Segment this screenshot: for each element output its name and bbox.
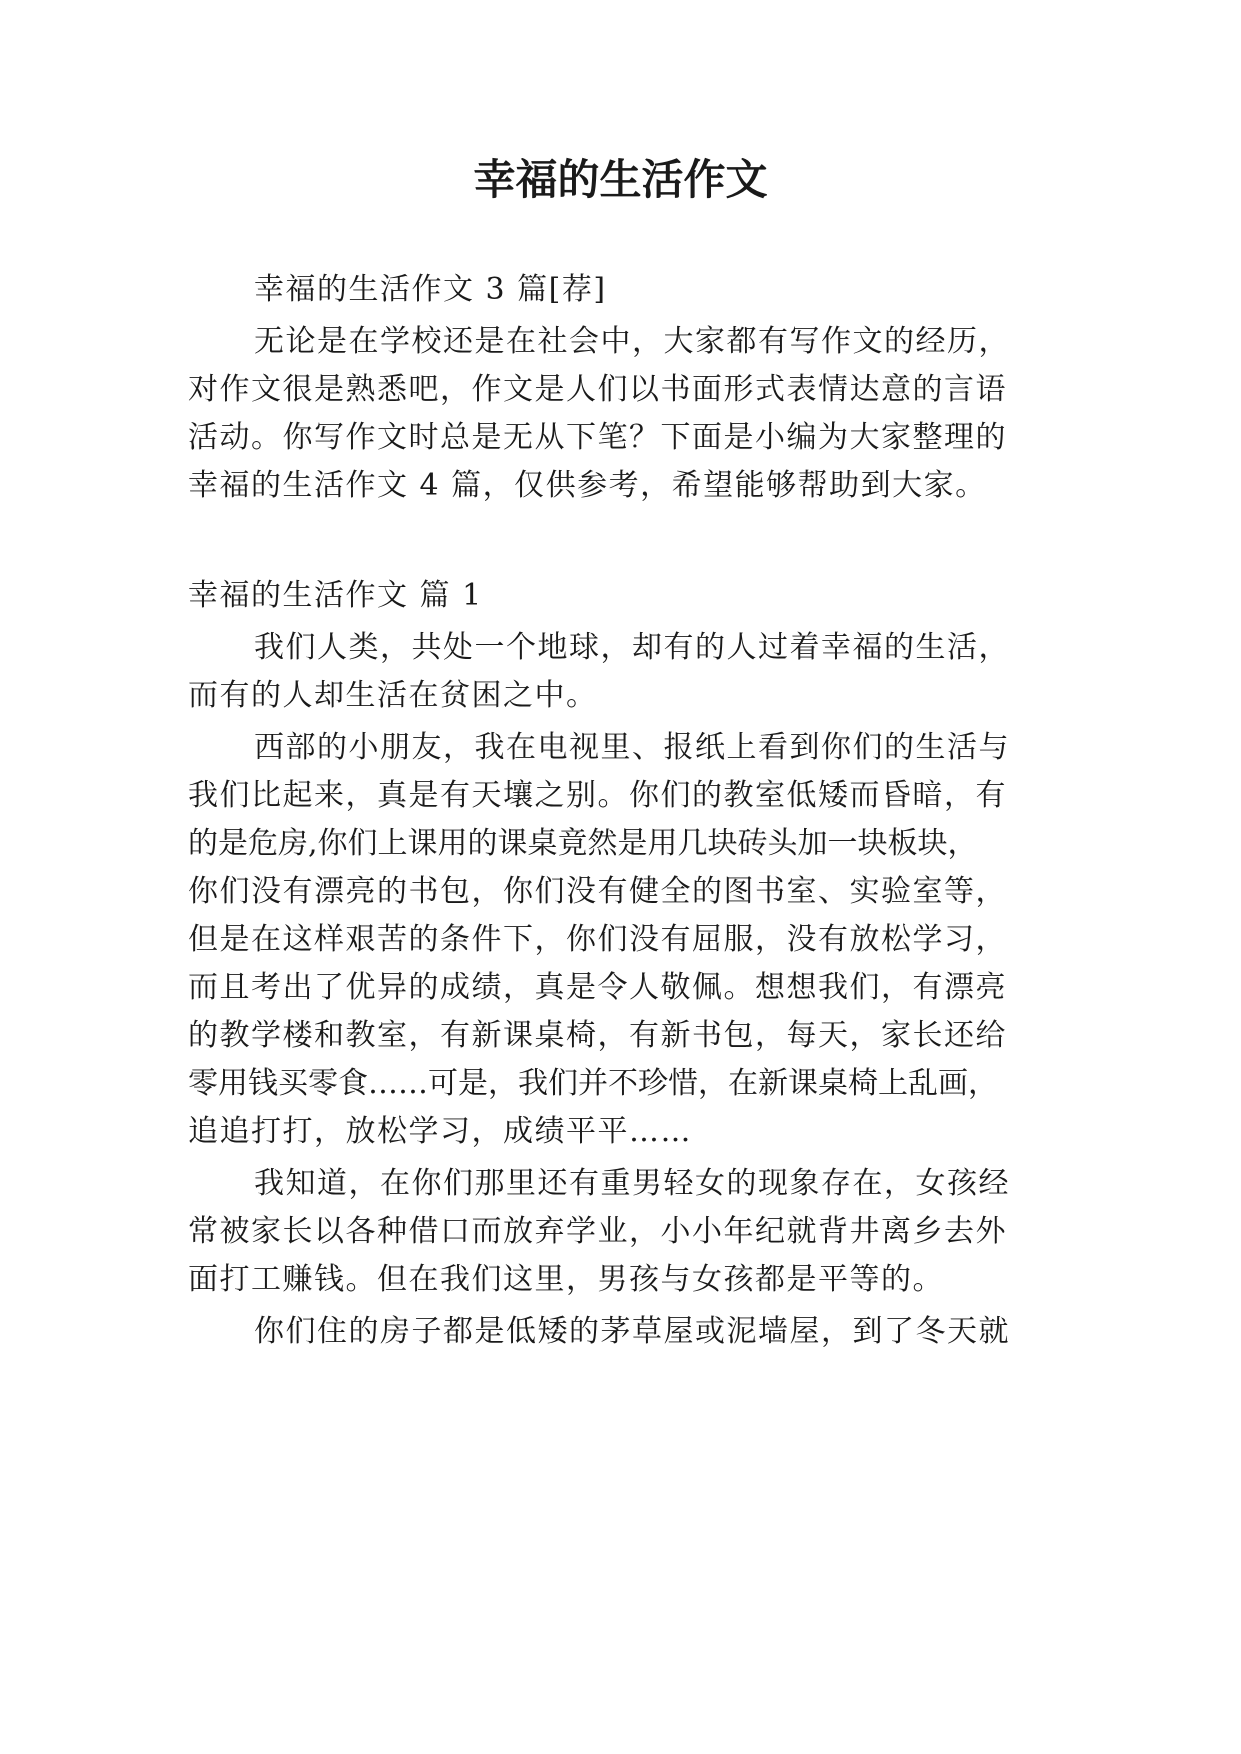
- paragraph-line: 零用钱买零食……可是，我们并不珍惜，在新课桌椅上乱画，: [188, 1066, 998, 1101]
- paragraph-line: 而且考出了优异的成绩，真是令人敬佩。想想我们，有漂亮: [188, 970, 1007, 1005]
- paragraph-line: 我们人类，共处一个地球，却有的人过着幸福的生活，: [254, 630, 1010, 665]
- paragraph-line: 西部的小朋友，我在电视里、报纸上看到你们的生活与: [254, 730, 1010, 765]
- paragraph-line: 追追打打，放松学习，成绩平平……: [188, 1114, 692, 1149]
- paragraph-line: 我知道，在你们那里还有重男轻女的现象存在，女孩经: [254, 1166, 1010, 1201]
- paragraph-line: 面打工赚钱。但在我们这里，男孩与女孩都是平等的。: [188, 1262, 944, 1297]
- paragraph-line: 我们比起来，真是有天壤之别。你们的教室低矮而昏暗，有: [188, 778, 1007, 813]
- paragraph-line: 你们没有漂亮的书包，你们没有健全的图书室、实验室等，: [188, 874, 1007, 909]
- intro-line-4: 幸福的生活作文 4 篇，仅供参考，希望能够帮助到大家。: [188, 468, 987, 503]
- paragraph-line: 的教学楼和教室，有新课桌椅，有新书包，每天，家长还给: [188, 1018, 1007, 1053]
- paragraph-line: 但是在这样艰苦的条件下，你们没有屈服，没有放松学习，: [188, 922, 1007, 957]
- intro-line-3: 活动。你写作文时总是无从下笔？下面是小编为大家整理的: [188, 420, 1007, 455]
- intro-line-2: 对作文很是熟悉吧，作文是人们以书面形式表情达意的言语: [188, 372, 1007, 407]
- subtitle-line: 幸福的生活作文 3 篇[荐]: [254, 272, 607, 307]
- intro-line-1: 无论是在学校还是在社会中，大家都有写作文的经历，: [254, 324, 1010, 359]
- document-title: 幸福的生活作文: [473, 155, 768, 204]
- paragraph-line: 而有的人却生活在贫困之中。: [188, 678, 598, 713]
- paragraph-line: 常被家长以各种借口而放弃学业，小小年纪就背井离乡去外: [188, 1214, 1007, 1249]
- paragraph-line: 的是危房,你们上课用的课桌竟然是用几块砖头加一块板块，: [188, 826, 978, 861]
- section-heading: 幸福的生活作文 篇 1: [188, 578, 483, 613]
- paragraph-line: 你们住的房子都是低矮的茅草屋或泥墙屋，到了冬天就: [254, 1314, 1010, 1349]
